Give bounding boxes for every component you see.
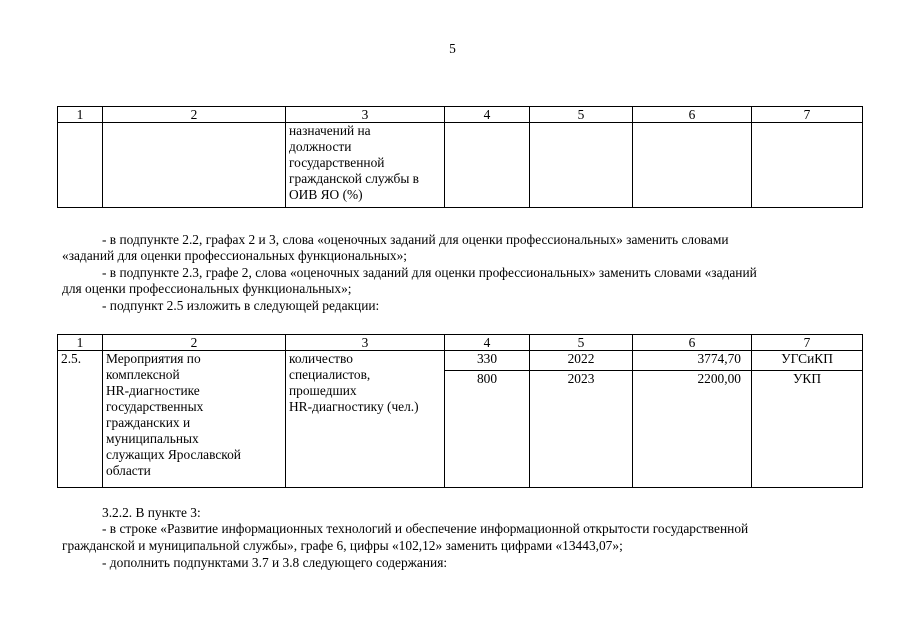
- paragraph-line: «заданий для оценки профессиональных функциональных»;: [62, 248, 408, 263]
- cell-line: должности: [289, 139, 352, 154]
- event-name-cell: [103, 351, 286, 488]
- table-row: [58, 123, 863, 208]
- cell-line: государственной: [289, 155, 385, 170]
- cell-line: ОИВ ЯО (%): [289, 187, 363, 202]
- paragraph-line: - в строке «Развитие информационных технологий и обеспечение информационной открытости государственной: [102, 521, 749, 536]
- paragraph-line: - в подпункте 2.3, графе 2, слова «оценочных заданий для оценки профессиональных» заменить словами «заданий: [102, 265, 757, 280]
- cell-line: назначений на: [289, 123, 371, 138]
- year-cell: [530, 351, 633, 488]
- amount-cell: [633, 351, 752, 488]
- table-cell: [752, 123, 863, 208]
- table-header-cell: 7: [752, 107, 863, 123]
- cell-line: прошедших: [289, 383, 357, 398]
- cell-line: государственных: [106, 399, 204, 414]
- table-cell: [633, 123, 752, 208]
- executor-text: УГСиКП: [752, 351, 862, 371]
- table-header-cell: 1: [58, 107, 103, 123]
- year-text: 2022: [530, 351, 632, 371]
- cell-line: гражданских и: [106, 415, 191, 430]
- table-cell: [530, 123, 633, 208]
- cell-line: HR-диагностику (чел.): [289, 399, 419, 414]
- paragraph-line: - дополнить подпунктами 3.7 и 3.8 следующего содержания:: [102, 555, 448, 570]
- cell-line: специалистов,: [289, 367, 371, 382]
- table-header-cell: 3: [286, 335, 445, 351]
- table-cell: [445, 123, 530, 208]
- table-cell: [58, 123, 103, 208]
- cell-line: HR-диагностике: [106, 383, 200, 398]
- cell-line: Мероприятия по: [106, 351, 201, 366]
- table-header-cell: 1: [58, 335, 103, 351]
- table-header-cell: 4: [445, 107, 530, 123]
- value-text: 330: [445, 351, 529, 371]
- table-row: [58, 351, 863, 488]
- table-header-cell: 6: [633, 335, 752, 351]
- table-header-row: [58, 107, 863, 123]
- paragraph-line: - подпункт 2.5 изложить в следующей редакции:: [102, 298, 380, 313]
- table-header-cell: 2: [103, 335, 286, 351]
- amount-text: 3774,70: [633, 351, 751, 371]
- cell-line: муниципальных: [106, 431, 199, 446]
- cell-line: гражданской службы в: [289, 171, 419, 186]
- cell-line: количество: [289, 351, 353, 366]
- row-number-cell: 2.5.: [58, 351, 103, 488]
- executor-text: УКП: [792, 371, 822, 386]
- table-header-cell: 6: [633, 107, 752, 123]
- value-cell: [445, 351, 530, 488]
- table-header-cell: 4: [445, 335, 530, 351]
- executor-cell: [752, 351, 863, 488]
- value-text: 800: [476, 371, 498, 386]
- page-number: 5: [449, 41, 456, 56]
- paragraph-line: 3.2.2. В пункте 3:: [102, 505, 201, 520]
- amount-text: 2200,00: [697, 371, 741, 386]
- table-header-cell: 5: [530, 335, 633, 351]
- paragraph-line: гражданской и муниципальной службы», графе 6, цифры «102,12» заменить цифрами «13443,07»;: [62, 538, 623, 553]
- paragraph-line: - в подпункте 2.2, графах 2 и 3, слова «оценочных заданий для оценки профессиональных» заменить словами: [102, 232, 729, 247]
- table-header-cell: 7: [752, 335, 863, 351]
- table-two: [57, 334, 863, 488]
- table-header-cell: 5: [530, 107, 633, 123]
- paragraph-line: для оценки профессиональных функциональных»;: [62, 281, 352, 296]
- table-cell: [103, 123, 286, 208]
- cell-line: служащих Ярославской: [106, 447, 241, 462]
- year-text: 2023: [567, 371, 595, 386]
- table-one: [57, 106, 863, 208]
- cell-line: области: [106, 463, 151, 478]
- cell-line: комплексной: [106, 367, 180, 382]
- indicator-cell: [286, 351, 445, 488]
- table-header-cell: 2: [103, 107, 286, 123]
- table-header-row: [58, 335, 863, 351]
- indicator-cell: [286, 123, 445, 208]
- table-header-cell: 3: [286, 107, 445, 123]
